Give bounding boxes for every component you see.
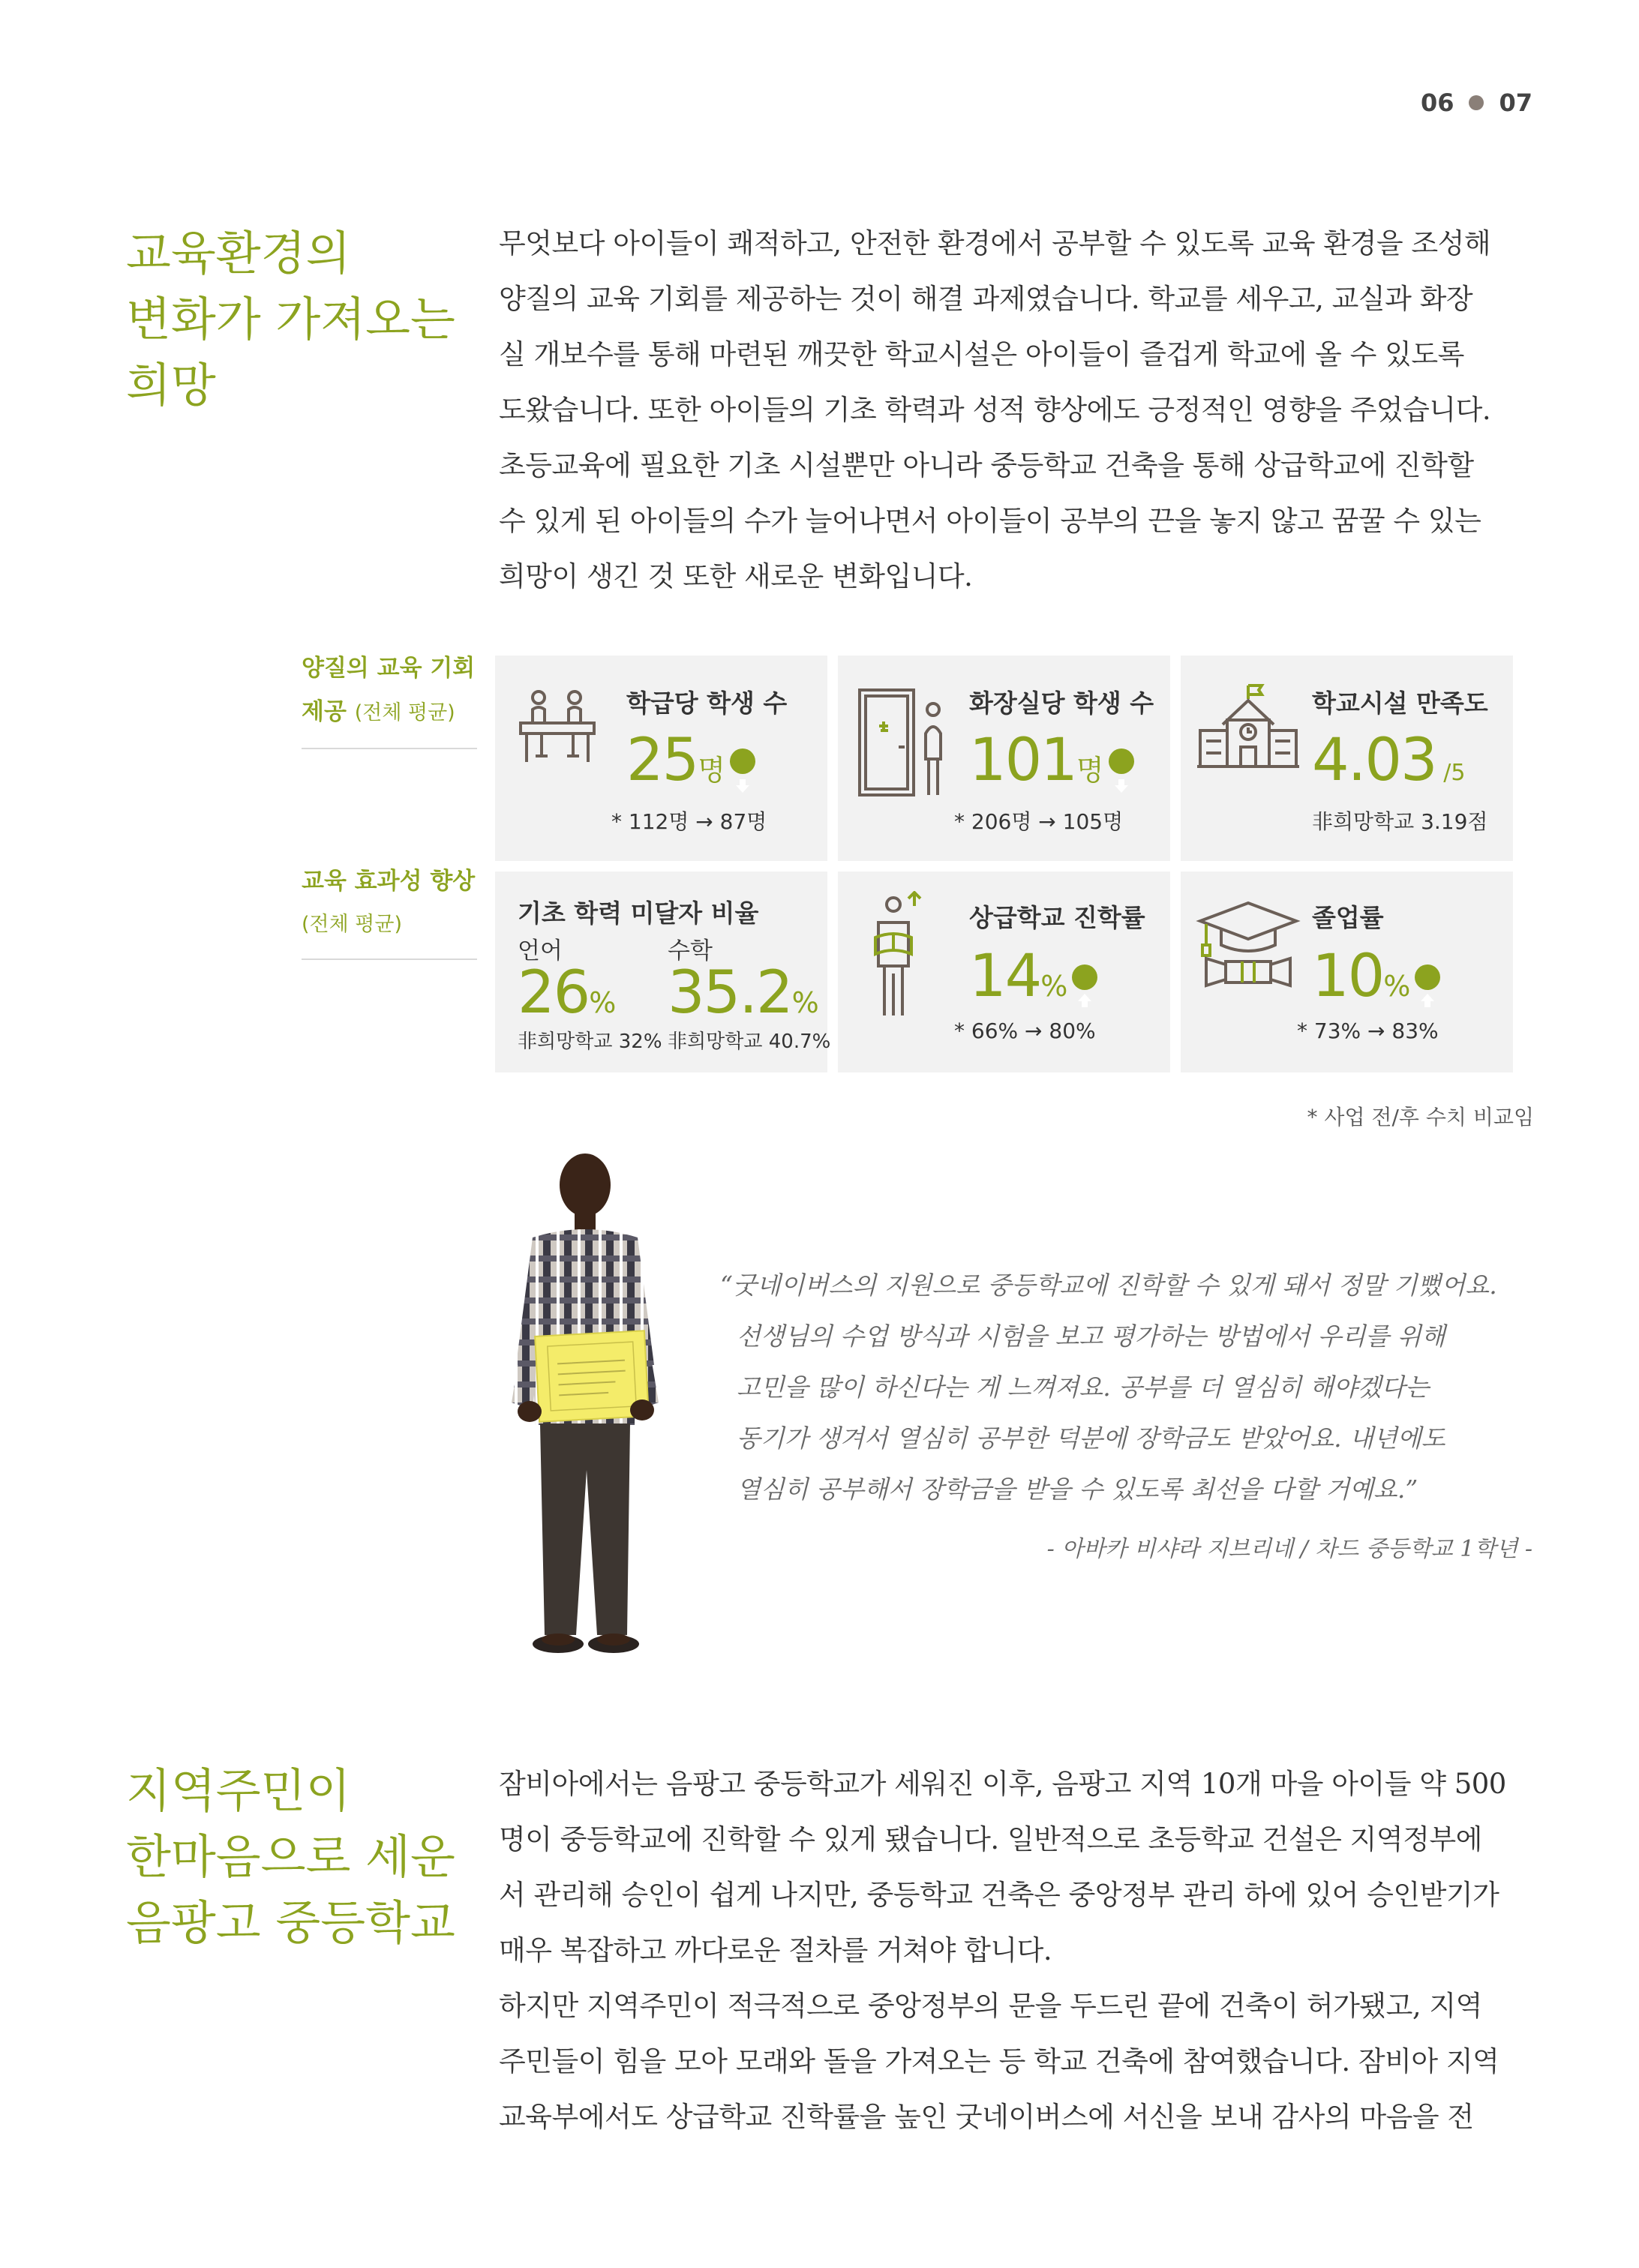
stat-group2-label-line1: 교육 효과성 향상 [302,868,476,895]
page-separator-dot [1469,95,1484,110]
toilet-door-icon [857,687,954,800]
body-line: 양질의 교육 기회를 제공하는 것이 해결 과제였습니다. 학교를 세우고, 교실과 화장 [499,283,1473,315]
page-number [1421,88,1532,117]
heading-line: 지역주민이 [126,1763,351,1818]
quote-line: “굿네이버스의 지원으로 중등학교에 진학할 수 있게 돼서 정말 기뻤어요. [720,1270,1497,1300]
card-students-per-class [495,656,827,861]
language-value [518,959,617,1033]
body-line: 무엇보다 아이들이 쾌적하고, 안전한 환경에서 공부할 수 있도록 교육 환경을 조성해 [499,227,1491,260]
quote-attribution: - 아바카 비샤라 지브리네 / 차드 중등학교 1학년 - [1046,1536,1532,1562]
card-students-per-toilet [838,656,1170,861]
card-basic-skills [495,872,831,1072]
card-value-unit: 명 [698,754,725,787]
card-note: * 73% → 83% [1297,1018,1439,1043]
language-note: 非희망학교 32% [518,1030,662,1053]
math-note: 非희망학교 40.7% [668,1030,831,1053]
arrow-up-icon [1072,964,1097,990]
card-title: 상급학교 진학률 [969,903,1145,932]
body-line: 희망이 생긴 것 또한 새로운 변화입니다. [499,560,973,592]
quote-line: 선생님의 수업 방식과 시험을 보고 평가하는 방법에서 우리를 위해 [737,1322,1445,1351]
card-value-unit: % [1040,970,1068,1003]
card-title: 학교시설 만족도 [1312,688,1488,718]
math-value-number: 35.2 [668,959,792,1027]
arrow-up-icon [1415,964,1440,990]
card-title: 기초 학력 미달자 비율 [518,898,759,928]
math-value-unit: % [791,986,819,1019]
body-line: 잠비아에서는 음팡고 중등학교가 세워진 이후, 음팡고 지역 10개 마을 아이들 약 500 [499,1768,1506,1800]
student-quote [720,1260,1553,1515]
card-value [969,943,1097,1016]
body-line: 주민들이 힘을 모아 모래와 돌을 가져오는 등 학교 건축에 참여했습니다. 잠비아 지역 [499,2045,1499,2078]
card-value [1312,727,1466,803]
heading-line: 희망 [126,358,216,412]
stat-group1-label-line1: 양질의 교육 기회 [302,655,476,682]
stat-group2-label-sub: (전체 평균) [302,913,402,936]
body-line: 도왔습니다. 또한 아이들의 기초 학력과 성적 향상에도 긍정적인 영향을 주었습니다. [499,394,1491,426]
card-facility-satisfaction [1181,656,1513,861]
card-value [626,727,755,800]
stat-group1-label [302,646,482,735]
stat-group1-label-sub: (전체 평균) [354,701,455,724]
section1-body [499,216,1528,604]
stat-group2-divider [302,958,477,960]
card-value [1312,943,1440,1016]
page-number-left: 06 [1420,88,1454,117]
card-value-number: 101 [969,727,1076,794]
card-title: 학급당 학생 수 [626,688,788,718]
language-value-number: 26 [518,959,590,1027]
body-line: 명이 중등학교에 진학할 수 있게 됐습니다. 일반적으로 초등학교 건설은 지역정부에 [499,1823,1482,1856]
card-note: * 206명 → 105명 [954,809,1124,834]
card-advancement-rate [838,872,1170,1072]
math-label: 수학 [668,938,713,964]
card-note: * 66% → 80% [954,1018,1096,1043]
card-value-unit: /5 [1436,760,1466,786]
section2-body [499,1756,1528,2145]
card-title: 화장실당 학생 수 [969,688,1154,718]
section1-heading [126,220,471,418]
student-photo [480,1140,690,1658]
stat-group1-divider [302,748,477,749]
heading-line: 변화가 가져오는 [126,292,455,346]
heading-line: 교육환경의 [126,226,351,280]
graduation-cap-icon [1196,898,1301,988]
stat-group1-label-line2: 제공 [302,698,347,725]
body-line: 하지만 지역주민이 적극적으로 중앙정부의 문을 두드린 끝에 건축이 허가됐고, 지역 [499,1990,1482,2022]
card-value-number: 14 [969,943,1041,1010]
card-value-number: 4.03 [1312,727,1436,794]
card-graduation-rate [1181,872,1513,1072]
card-value-number: 25 [626,727,698,794]
school-building-icon [1196,682,1301,772]
section2-heading [126,1758,471,1956]
language-value-unit: % [589,986,617,1019]
body-line: 서 관리해 승인이 쉽게 나지만, 중등학교 건축은 중앙정부 관리 하에 있어 승인받기가 [499,1879,1499,1911]
card-value-unit: 명 [1076,754,1104,787]
stats-footnote: * 사업 전/후 수치 비교임 [1307,1105,1534,1130]
arrow-down-icon [730,748,755,774]
quote-line: 동기가 생겨서 열심히 공부한 덕분에 장학금도 받았어요. 내년에도 [737,1424,1445,1453]
page-number-right: 07 [1499,88,1532,117]
quote-line: 열심히 공부해서 장학금을 받을 수 있도록 최선을 다할 거예요.” [737,1474,1418,1504]
card-note: 非희망학교 3.19점 [1312,809,1488,834]
body-line: 수 있게 된 아이들의 수가 늘어나면서 아이들이 공부의 끈을 놓지 않고 꿈꿀 수 있는 [499,505,1481,537]
card-title: 졸업률 [1312,903,1384,932]
arrow-down-icon [1109,748,1134,774]
heading-line: 음팡고 중등학교 [126,1895,455,1950]
body-line: 초등교육에 필요한 기초 시설뿐만 아니라 중등학교 건축을 통해 상급학교에 진학할 [499,449,1474,482]
card-value-unit: % [1383,970,1411,1003]
heading-line: 한마음으로 세운 [126,1829,455,1884]
body-line: 교육부에서도 상급학교 진학률을 높인 굿네이버스에 서신을 보내 감사의 마음을 전 [499,2101,1474,2133]
classroom-students-icon [516,687,599,770]
card-value [969,727,1134,800]
body-line: 실 개보수를 통해 마련된 깨끗한 학교시설은 아이들이 즐겁게 학교에 올 수 있도록 [499,338,1464,370]
body-line: 매우 복잡하고 까다로운 절차를 거쳐야 합니다. [499,1934,1052,1966]
quote-line: 고민을 많이 하신다는 게 느껴져요. 공부를 더 열심히 해야겠다는 [737,1372,1430,1402]
card-value-number: 10 [1312,943,1384,1010]
card-note: * 112명 → 87명 [611,809,767,834]
language-label: 언어 [518,938,563,964]
math-value [668,959,819,1033]
stat-group2-label [302,860,482,946]
student-reading-icon [868,891,943,1018]
